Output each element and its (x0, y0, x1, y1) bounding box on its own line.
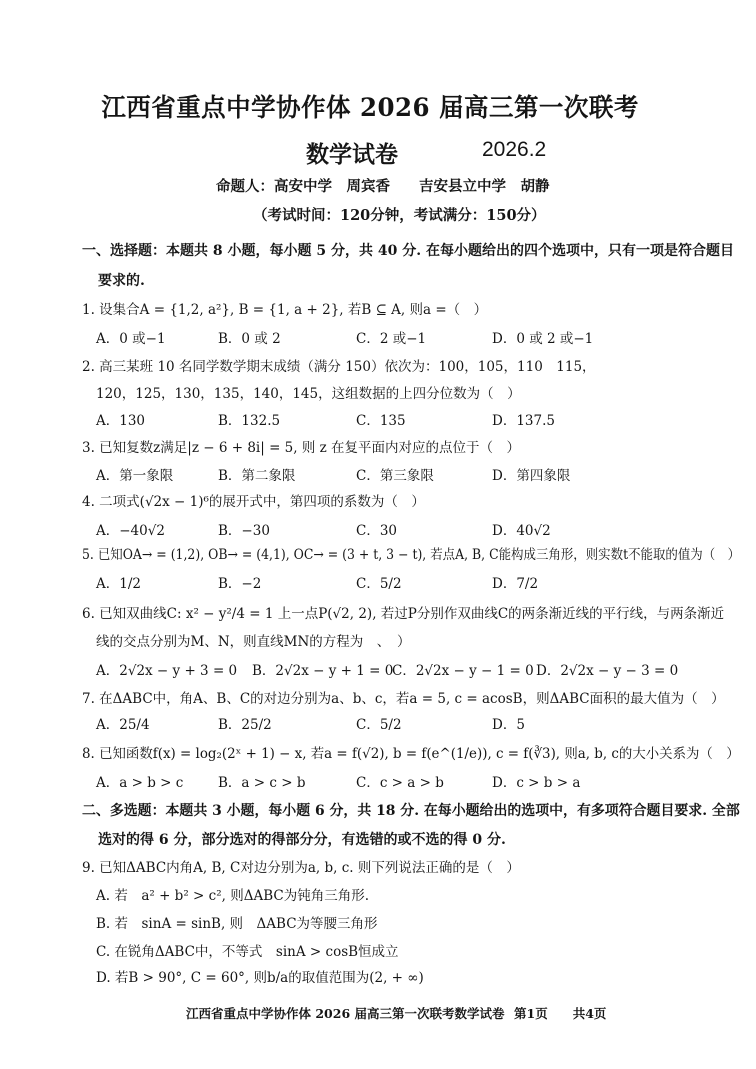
q6-option-c: C．2√2x − y − 1 = 0 (392, 663, 534, 679)
q5-option-d: D．7/2 (492, 576, 539, 592)
q4-option-b: B．−30 (218, 523, 270, 539)
question-4-stem: 4. 二项式(√2x − 1)⁶的展开式中，第四项的系数为（ ） (82, 494, 425, 510)
q3-option-a: A．第一象限 (96, 468, 174, 484)
q9-option-a: A. 若 a² + b² > c², 则ΔABC为钝角三角形. (96, 888, 369, 904)
q1-option-b: B．0 或 2 (218, 331, 281, 347)
section2-heading: 二、多选题：本题共 3 小题，每小题 6 分，共 18 分. 在每小题给出的选项中，有多项符合题目要求. 全部 (82, 803, 740, 819)
exam-authors: 命题人：高安中学 周宾香 吉安县立中学 胡静 (216, 178, 550, 195)
q3-option-d: D．第四象限 (492, 468, 571, 484)
q4-option-d: D．40√2 (492, 523, 551, 539)
q5-option-a: A．1/2 (96, 576, 141, 592)
q3-option-c: C．第三象限 (356, 468, 434, 484)
page-number: 第1页 共4页 (514, 1006, 607, 1021)
q8-option-d: D．c > b > a (492, 775, 581, 791)
section2-heading-cont: 选对的得 6 分，部分选对的得部分分，有选错的或不选的得 0 分. (98, 832, 506, 848)
q8-option-c: C．c > a > b (356, 775, 444, 791)
q4-option-c: C．30 (356, 523, 398, 539)
page-footer: 江西省重点中学协作体 2026 届高三第一次联考数学试卷 (186, 1006, 505, 1021)
q9-option-b: B. 若 sinA = sinB, 则 ΔABC为等腰三角形 (96, 916, 378, 932)
q7-option-d: D．5 (492, 717, 525, 733)
question-7-stem: 7. 在ΔABC中，角A、B、C的对边分别为a、b、c，若a = 5, c = acosB，则ΔABC面积的最大值为（ ） (82, 691, 725, 707)
q8-option-a: A．a > b > c (96, 775, 184, 791)
q9-option-c: C. 在锐角ΔABC中，不等式 sinA > cosB恒成立 (96, 944, 399, 960)
question-9-stem: 9. 已知ΔABC内角A, B, C对边分别为a, b, c. 则下列说法正确的是（ ） (82, 860, 520, 876)
q4-option-a: A．−40√2 (96, 523, 165, 539)
exam-date: 2026.2 (482, 138, 547, 161)
q7-option-b: B．25/2 (218, 717, 272, 733)
q7-option-a: A．25/4 (96, 717, 150, 733)
q2-option-b: B．132.5 (218, 413, 281, 429)
q6-option-a: A．2√2x − y + 3 = 0 (96, 663, 238, 679)
question-2-stem-cont: 120，125，130，135，140，145，这组数据的上四分位数为（ ） (96, 386, 521, 402)
exam-title: 江西省重点中学协作体 2026 届高三第一次联考 (101, 93, 639, 122)
section1-heading-cont: 要求的. (98, 273, 145, 289)
q2-option-d: D．137.5 (492, 413, 555, 429)
question-5-stem: 5. 已知OA→ = (1,2), OB→ = (4,1), OC→ = (3 + t, 3 − t), 若点A, B, C能构成三角形，则实数t不能取的值为（ ） (82, 547, 741, 563)
q5-option-b: B．−2 (218, 576, 262, 592)
q8-option-b: B．a > c > b (218, 775, 306, 791)
q2-option-c: C．135 (356, 413, 406, 429)
question-2-stem: 2. 高三某班 10 名同学数学期末成绩（满分 150）依次为：100，105，110 115， (82, 359, 596, 375)
q1-option-a: A．0 或−1 (96, 331, 166, 347)
q3-option-b: B．第二象限 (218, 468, 296, 484)
q1-option-c: C．2 或−1 (356, 331, 427, 347)
q5-option-c: C．5/2 (356, 576, 402, 592)
exam-subtitle: 数学试卷 (306, 141, 398, 168)
q2-option-a: A．130 (96, 413, 146, 429)
exam-time-info: （考试时间：120分钟，考试满分：150分） (253, 207, 546, 224)
q6-option-b: B．2√2x − y + 1 = 0 (252, 663, 394, 679)
question-6-stem-cont: 线的交点分别为M、N，则直线MN的方程为 、 ） (96, 634, 411, 650)
q6-option-d: D．2√2x − y − 3 = 0 (536, 663, 679, 679)
question-3-stem: 3. 已知复数z满足|z − 6 + 8i| = 5, 则 z 在复平面内对应的点位于（ ） (82, 440, 521, 456)
question-8-stem: 8. 已知函数f(x) = log₂(2ˣ + 1) − x, 若a = f(√2), b = f(e^(1/e)), c = f(∛3), 则a, b, c的大小关系为（ ） (82, 746, 740, 762)
question-6-stem: 6. 已知双曲线C: x² − y²/4 = 1 上一点P(√2, 2), 若过P分别作双曲线C的两条渐近线的平行线，与两条渐近 (82, 606, 725, 622)
section1-heading: 一、选择题：本题共 8 小题，每小题 5 分，共 40 分. 在每小题给出的四个选项中，只有一项是符合题目 (82, 243, 734, 259)
question-1-stem: 1. 设集合A = {1,2, a²}, B = {1, a + 2}, 若B ⊆ A, 则a =（ ） (82, 302, 488, 318)
q9-option-d: D. 若B > 90°, C = 60°, 则b/a的取值范围为(2, + ∞) (96, 970, 424, 986)
q1-option-d: D．0 或 2 或−1 (492, 331, 594, 347)
q7-option-c: C．5/2 (356, 717, 402, 733)
